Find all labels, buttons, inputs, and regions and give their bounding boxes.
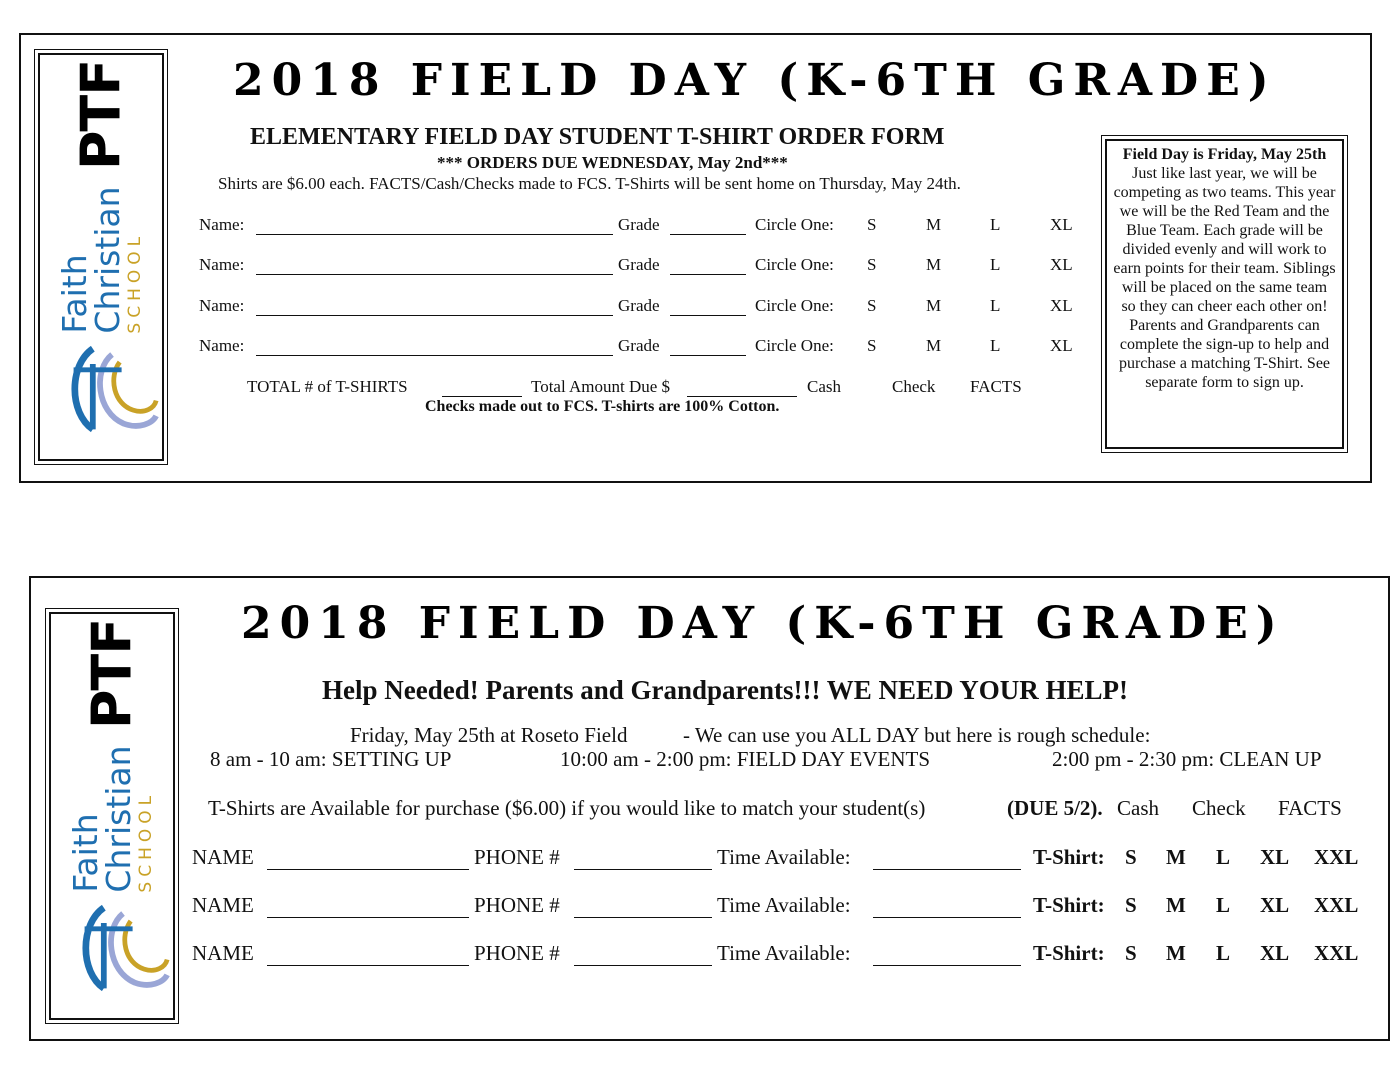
size-option[interactable]: L — [1216, 893, 1231, 917]
logo-christian: Christian — [88, 186, 127, 334]
tshirt-label: T-Shirt: — [1033, 893, 1105, 917]
total-shirts-label: TOTAL # of T-SHIRTS — [247, 377, 408, 396]
time-label: Time Available: — [717, 893, 851, 917]
phone-field[interactable] — [574, 965, 712, 966]
name-field[interactable] — [267, 869, 469, 870]
help-headline: Help Needed! Parents and Grandparents!!! WE NEED YOUR HELP! — [322, 675, 1129, 705]
logo-faith: Faith — [66, 813, 105, 893]
schedule-intro: - We can use you ALL DAY but here is rough schedule: — [683, 723, 1151, 747]
size-option[interactable]: L — [1216, 845, 1231, 869]
due-date: *** ORDERS DUE WEDNESDAY, May 2nd*** — [437, 153, 788, 172]
size-option[interactable]: XL — [1260, 941, 1290, 965]
page-title: 2018 FIELD DAY (K-6TH GRADE) — [241, 598, 1285, 649]
size-option[interactable]: XL — [1050, 255, 1073, 274]
circle-one-label: Circle One: — [755, 296, 834, 315]
time-label: Time Available: — [717, 845, 851, 869]
tshirt-due: (DUE 5/2). — [1007, 796, 1103, 820]
volunteer-form — [29, 576, 1390, 1041]
pay-check-option[interactable]: Check — [1192, 796, 1246, 820]
name-label: Name: — [199, 215, 245, 234]
grade-field[interactable] — [670, 234, 746, 235]
name-field[interactable] — [267, 917, 469, 918]
size-option[interactable]: S — [867, 255, 877, 274]
size-option[interactable]: M — [1166, 893, 1186, 917]
size-option[interactable]: L — [1216, 941, 1231, 965]
size-option[interactable]: M — [926, 255, 942, 274]
size-option[interactable]: XXL — [1314, 941, 1359, 965]
phone-label: PHONE # — [474, 845, 560, 869]
total-shirts-field[interactable] — [442, 396, 522, 397]
phone-field[interactable] — [574, 869, 712, 870]
ptf-logo: PTF — [80, 618, 144, 730]
size-option[interactable]: L — [990, 215, 1001, 234]
school-logo-mark — [75, 900, 171, 996]
pay-check-option[interactable]: Check — [892, 377, 936, 396]
tshirt-label: T-Shirt: — [1033, 845, 1105, 869]
info-box — [1101, 135, 1348, 453]
total-amount-field[interactable] — [687, 396, 797, 397]
size-option[interactable]: S — [1125, 893, 1137, 917]
order-form — [19, 33, 1372, 483]
circle-one-label: Circle One: — [755, 336, 834, 355]
name-field[interactable] — [267, 965, 469, 966]
size-option[interactable]: M — [926, 296, 942, 315]
pay-cash-option[interactable]: Cash — [1117, 796, 1159, 820]
size-option[interactable]: M — [926, 336, 942, 355]
name-label: Name: — [199, 296, 245, 315]
name-label: NAME — [192, 893, 254, 917]
size-option[interactable]: XL — [1050, 296, 1073, 315]
size-option[interactable]: XL — [1260, 893, 1290, 917]
grade-field[interactable] — [670, 315, 746, 316]
name-label: NAME — [192, 845, 254, 869]
phone-field[interactable] — [574, 917, 712, 918]
circle-one-label: Circle One: — [755, 215, 834, 234]
total-amount-label: Total Amount Due $ — [531, 377, 671, 396]
tshirt-offer: T-Shirts are Available for purchase ($6.00) if you would like to match your student(s) — [208, 796, 926, 820]
time-field[interactable] — [873, 917, 1021, 918]
time-field[interactable] — [873, 965, 1021, 966]
pay-cash-option[interactable]: Cash — [807, 377, 841, 396]
grade-label: Grade — [618, 336, 660, 355]
size-option[interactable]: S — [867, 296, 877, 315]
logo-school: SCHOOL — [125, 231, 145, 334]
size-option[interactable]: XL — [1050, 336, 1073, 355]
grade-field[interactable] — [670, 274, 746, 275]
grade-label: Grade — [618, 215, 660, 234]
school-logo-text — [55, 186, 145, 334]
size-option[interactable]: XXL — [1314, 845, 1359, 869]
tshirt-label: T-Shirt: — [1033, 941, 1105, 965]
time-label: Time Available: — [717, 941, 851, 965]
name-label: NAME — [192, 941, 254, 965]
circle-one-label: Circle One: — [755, 255, 834, 274]
size-option[interactable]: S — [867, 336, 877, 355]
grade-field[interactable] — [670, 355, 746, 356]
schedule-events: 10:00 am - 2:00 pm: FIELD DAY EVENTS — [560, 747, 931, 771]
schedule-setup: 8 am - 10 am: SETTING UP — [210, 747, 452, 771]
page-title: 2018 FIELD DAY (K-6TH GRADE) — [233, 55, 1277, 106]
size-option[interactable]: M — [1166, 941, 1186, 965]
size-option[interactable]: L — [990, 296, 1001, 315]
size-option[interactable]: XL — [1260, 845, 1290, 869]
time-field[interactable] — [873, 869, 1021, 870]
name-field[interactable] — [256, 234, 613, 235]
name-field[interactable] — [256, 315, 613, 316]
pay-facts-option[interactable]: FACTS — [970, 377, 1022, 396]
name-field[interactable] — [256, 355, 613, 356]
grade-label: Grade — [618, 296, 660, 315]
size-option[interactable]: S — [1125, 941, 1137, 965]
info-box-body: Just like last year, we will be competing as two teams. This year we will be the Red Team and the Blue Team. Each grade will be divided evenly and will work to earn points for their team. Siblings will be placed on the same team so they can cheer each other on! Parents and Grandparents can complete the sign-up to help and purchase a matching T-Shirt. See separate form to sign up. — [1113, 165, 1336, 391]
size-option[interactable]: S — [867, 215, 877, 234]
form-subtitle: ELEMENTARY FIELD DAY STUDENT T-SHIRT ORDER FORM — [250, 124, 945, 150]
sidebar-logo-panel — [45, 608, 179, 1024]
school-logo-mark — [64, 341, 160, 437]
schedule-cleanup: 2:00 pm - 2:30 pm: CLEAN UP — [1052, 747, 1322, 771]
name-label: Name: — [199, 255, 245, 274]
footer-note: Checks made out to FCS. T-shirts are 100% Cotton. — [425, 398, 780, 415]
size-option[interactable]: L — [990, 336, 1001, 355]
grade-label: Grade — [618, 255, 660, 274]
logo-school: SCHOOL — [136, 790, 156, 893]
phone-label: PHONE # — [474, 893, 560, 917]
pay-facts-option[interactable]: FACTS — [1278, 796, 1342, 820]
size-option[interactable]: S — [1125, 845, 1137, 869]
logo-christian: Christian — [99, 745, 138, 893]
logo-faith: Faith — [55, 254, 94, 334]
size-option[interactable]: M — [926, 215, 942, 234]
size-option[interactable]: XL — [1050, 215, 1073, 234]
sidebar-logo-panel — [34, 49, 168, 465]
size-option[interactable]: M — [1166, 845, 1186, 869]
price-line: Shirts are $6.00 each. FACTS/Cash/Checks made to FCS. T-Shirts will be sent home on Thursday, May 24th. — [218, 174, 961, 193]
size-option[interactable]: L — [990, 255, 1001, 274]
school-logo-text — [66, 745, 156, 893]
name-field[interactable] — [256, 274, 613, 275]
ptf-logo: PTF — [69, 59, 133, 171]
event-location: Friday, May 25th at Roseto Field — [350, 723, 628, 747]
name-label: Name: — [199, 336, 245, 355]
info-box-title: Field Day is Friday, May 25th — [1122, 146, 1327, 163]
phone-label: PHONE # — [474, 941, 560, 965]
size-option[interactable]: XXL — [1314, 893, 1359, 917]
